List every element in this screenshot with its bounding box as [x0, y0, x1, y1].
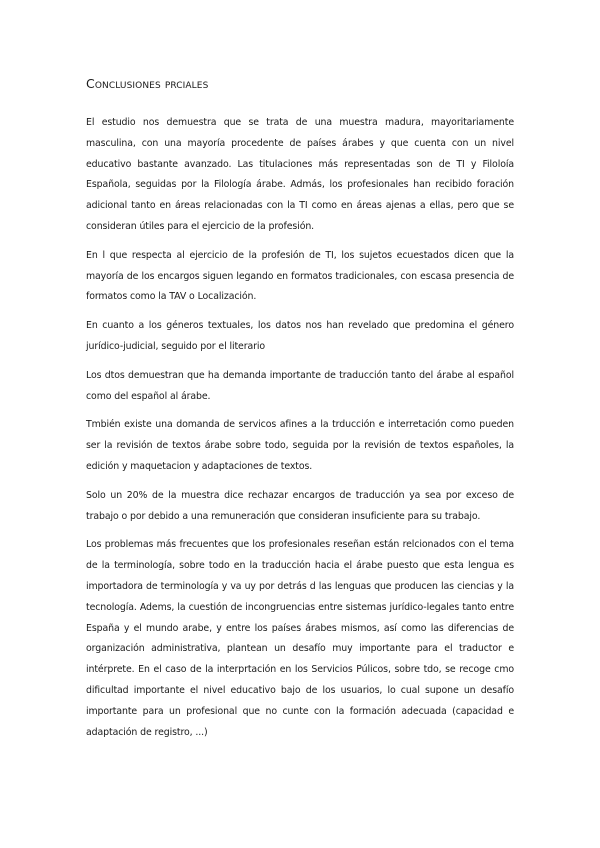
paragraph-7: Los problemas más frecuentes que los profesionales reseñan están relcionados con el tema de la terminología, sobre todo en la traducción hacia el árabe puesto que esta lengua es importadora de terminología y va uy por detrás d las lenguas que producen las ciencias y la tecnología. Adems, la cuestión de incongruencias entre sistemas jurídico-legales tanto entre España y el mundo arabe, y entre los países árabes mismos, así como las diferencias de organización administrativa, plantean un desafío muy importante para el traductor e intérprete. En el caso de la interprtación en los Servicios Púlicos, sobre tdo, se recoge cmo dificultad importante el nivel educativo bajo de los usuarios, lo cual supone un desafío importante para un profesional que no cunte con la formación adecuada (capacidad e adaptación de registro, ...)	[86, 539, 514, 738]
section-heading: Conclusiones prciales	[86, 76, 209, 91]
paragraph-3: En cuanto a los géneros textuales, los datos nos han revelado que predomina el género jurídico-judicial, seguido por el literario	[86, 320, 514, 352]
body-text	[86, 113, 514, 751]
paragraph-1: El estudio nos demuestra que se trata de una muestra madura, mayoritariamente masculina, con una mayoría procedente de países árabes y que cuenta con un nivel educativo bastante avanzado. Las titulaciones más representadas son de TI y Filoloía Española, seguidas por la Filología árabe. Admás, los profesionales han recibido foración adicional tanto en áreas relacionadas con la TI como en áreas ajenas a ellas, pero que se consideran útiles para el ejercicio de la profesión.	[86, 117, 514, 232]
paragraph-6: Solo un 20% de la muestra dice rechazar encargos de traducción ya sea por exceso de trabajo o por debido a una remuneración que consideran insuficiente para su trabajo.	[86, 489, 514, 522]
paragraph-4: Los dtos demuestran que ha demanda importante de traducción tanto del árabe al español como del español al árabe.	[86, 369, 514, 402]
paragraph-5: Tmbién existe una domanda de servicos afines a la trducción e interretación como pueden ser la revisión de textos árabe sobre todo, seguida por la revisión de textos españoles, la edición y maquetacion y adaptaciones de textos.	[86, 419, 514, 472]
paragraph-2: En l que respecta al ejercicio de la profesión de TI, los sujetos ecuestados dicen que la mayoría de los encargos siguen legando en formatos tradicionales, con escasa presencia de formatos como la TAV o Localización.	[86, 249, 514, 303]
